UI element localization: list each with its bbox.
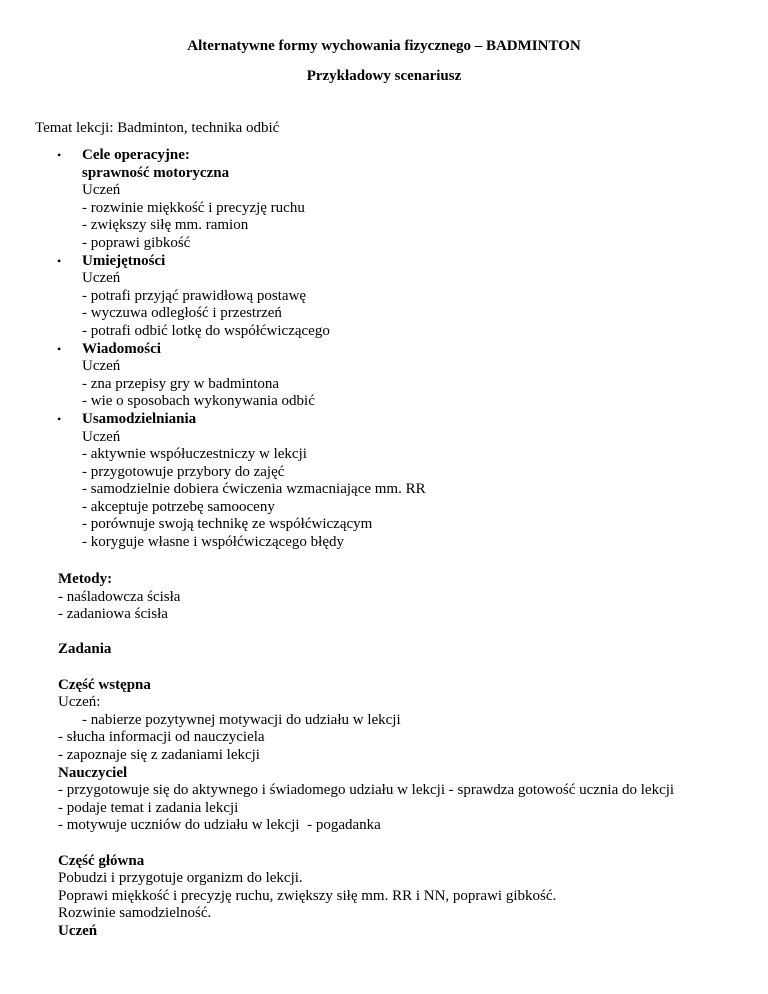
goals-list: [57, 147, 742, 552]
goal-line: - poprawi gibkość: [82, 234, 191, 251]
goal-heading: Wiadomości: [82, 340, 161, 357]
goal-line: - zwiększy siłę mm. ramion: [82, 217, 249, 234]
bullet-icon: •: [57, 341, 62, 356]
method-line: - zadaniowa ścisła: [58, 606, 168, 623]
tasks-heading: Zadania: [58, 641, 112, 658]
methods-heading: Metody:: [58, 571, 113, 587]
goal-line: - przygotowuje przybory do zajęć: [82, 463, 285, 480]
document-title: Alternatywne formy wychowania fizycznego – BADMINTON: [187, 38, 581, 54]
student-task-line: - nabierze pozytywnej motywacji do udziału w lekcji: [82, 711, 401, 728]
goal-line: - aktywnie współuczestniczy w lekcji: [82, 446, 307, 463]
goal-line: - samodzielnie dobiera ćwiczenia wzmacniające mm. RR: [82, 481, 426, 498]
main-part-line: Poprawi miękkość i precyzję ruchu, zwiększy siłę mm. RR i NN, poprawi gibkość.: [58, 887, 557, 904]
goal-line: - akceptuje potrzebę samooceny: [82, 498, 275, 515]
teacher-task-line: - motywuje uczniów do udziału w lekcji - pogadanka: [58, 817, 381, 834]
goal-line: - zna przepisy gry w badmintona: [82, 375, 280, 392]
method-line: - naśladowcza ścisła: [58, 588, 181, 605]
goal-line: Uczeń: [82, 428, 121, 445]
goal-line: Uczeń: [82, 182, 121, 199]
document-subtitle: Przykładowy scenariusz: [306, 68, 462, 84]
main-part-student-heading: Uczeń: [58, 922, 98, 939]
goal-line: - potrafi przyjąć prawidłową postawę: [82, 287, 307, 304]
student-task-line: - słucha informacji od nauczyciela: [58, 729, 265, 746]
lesson-topic: Temat lekcji: Badminton, technika odbić: [35, 120, 280, 136]
goal-line: - rozwinie miękkość i precyzję ruchu: [82, 199, 305, 216]
goal-heading: Cele operacyjne:: [82, 147, 190, 163]
goal-item-operational: [57, 147, 742, 253]
lesson-body: [58, 571, 718, 940]
goal-heading: Umiejętności: [82, 252, 166, 269]
goal-line: - potrafi odbić lotkę do współćwiczącego: [82, 322, 330, 339]
goal-line: Uczeń: [82, 270, 121, 287]
goal-line: - koryguje własne i współćwiczącego błędy: [82, 534, 344, 551]
teacher-task-line: - przygotowuje się do aktywnego i świadomego udziału w lekcji - sprawdza gotowość ucznia do lekcji: [58, 782, 675, 799]
main-part-line: Rozwinie samodzielność.: [58, 905, 212, 922]
teacher-task-line: - podaje temat i zadania lekcji: [58, 799, 239, 816]
student-label: Uczeń:: [58, 694, 101, 711]
bullet-icon: •: [57, 148, 62, 162]
goal-item-knowledge: [57, 340, 742, 411]
student-task-line: - zapoznaje się z zadaniami lekcji: [58, 746, 260, 763]
bullet-icon: •: [57, 253, 62, 268]
goal-line: - wie o sposobach wykonywania odbić: [82, 393, 315, 410]
goal-line: - porównuje swoją technikę ze współćwiczącym: [82, 516, 373, 533]
teacher-heading: Nauczyciel: [58, 764, 128, 781]
goal-subheading: sprawność motoryczna: [82, 164, 230, 181]
goal-line: - wyczuwa odległość i przestrzeń: [82, 305, 282, 322]
main-part-line: Pobudzi i przygotuje organizm do lekcji.: [58, 870, 303, 887]
bullet-icon: •: [57, 411, 62, 426]
intro-part-heading: Część wstępna: [58, 676, 151, 693]
goal-line: Uczeń: [82, 358, 121, 375]
goal-heading: Usamodzielniania: [82, 410, 197, 427]
main-part-heading: Część główna: [58, 852, 145, 869]
goal-item-independence: [57, 410, 742, 552]
goal-item-skills: [57, 252, 742, 341]
